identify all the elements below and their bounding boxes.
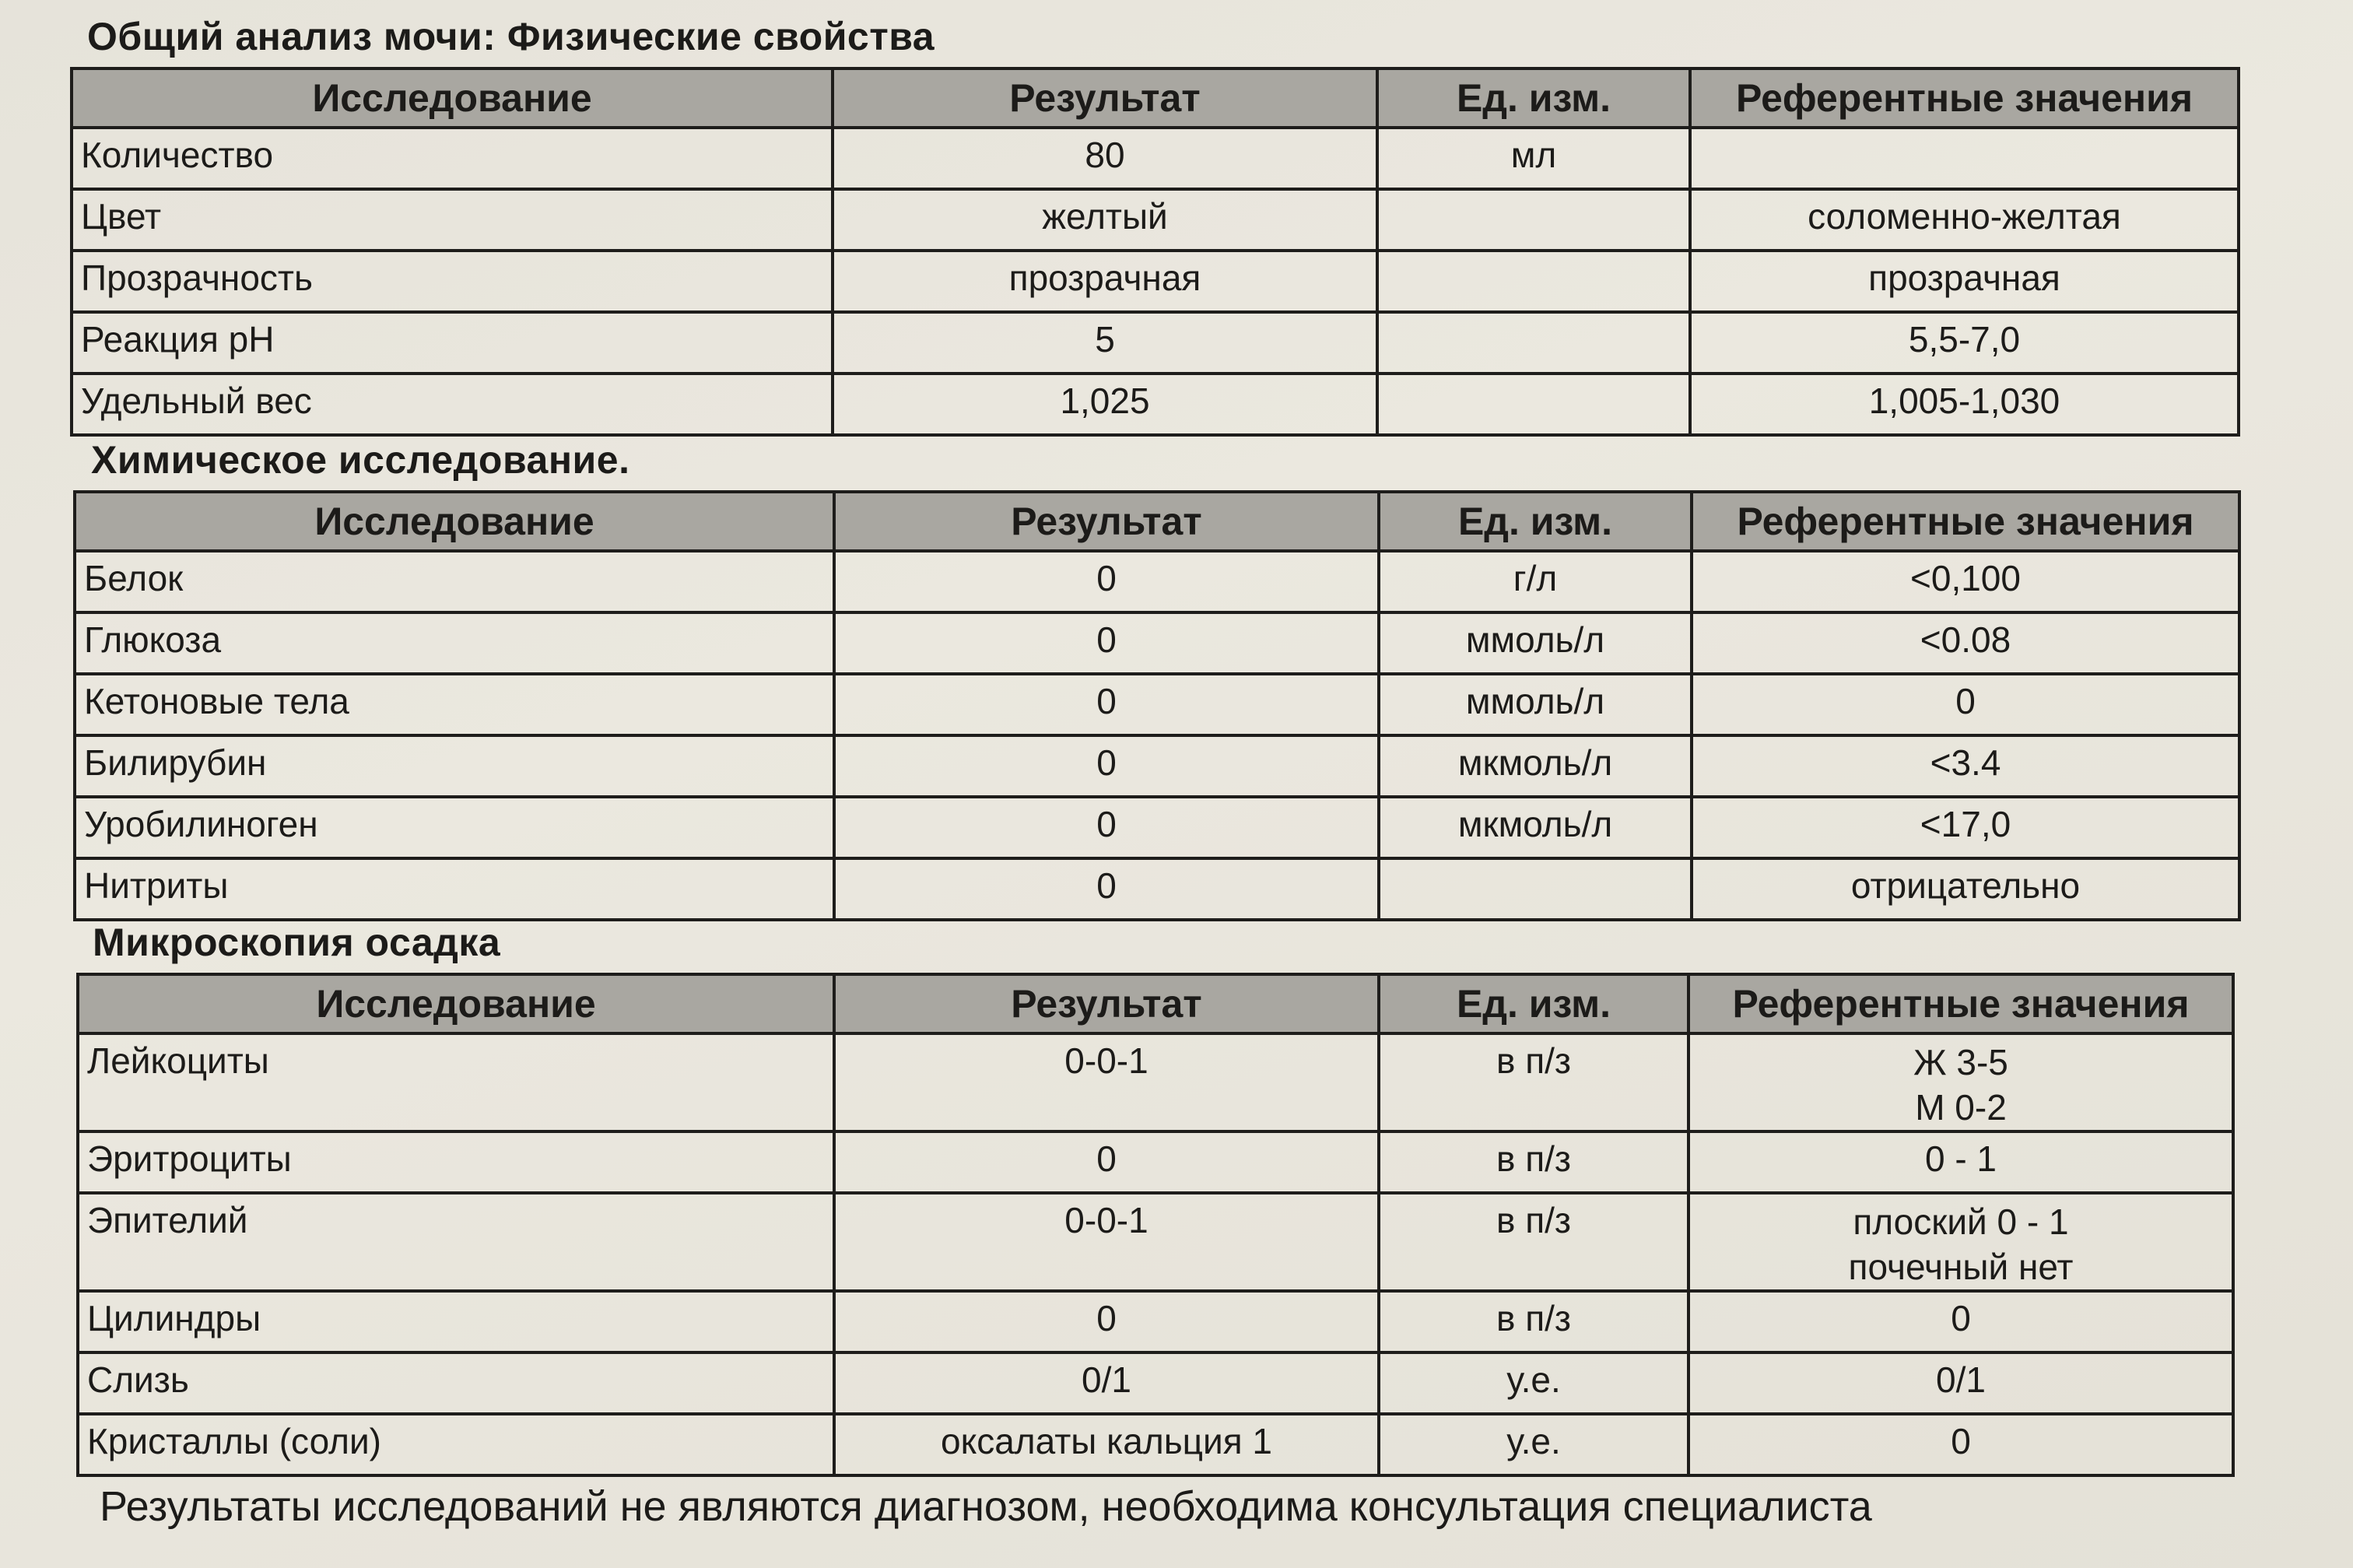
- row-unit: ммоль/л: [1379, 612, 1692, 674]
- chemical-section-title: Химическое исследование.: [91, 438, 630, 482]
- disclaimer-note: Результаты исследований не являются диагнозом, необходима консультация специалиста: [100, 1483, 1872, 1530]
- physical-properties-table: [70, 67, 2240, 437]
- row-reference: <0,100: [1692, 551, 2239, 612]
- table-row: [75, 858, 2239, 920]
- row-name: Нитриты: [75, 858, 834, 920]
- row-result: 0: [834, 674, 1379, 735]
- row-result: 5: [833, 312, 1377, 374]
- header-study: Исследование: [78, 974, 834, 1033]
- header-unit: Ед. изм.: [1377, 68, 1690, 128]
- row-result: оксалаты кальция 1: [834, 1414, 1379, 1475]
- row-name: Билирубин: [75, 735, 834, 797]
- table-row: [72, 189, 2239, 251]
- table-row: [72, 312, 2239, 374]
- row-unit: ммоль/л: [1379, 674, 1692, 735]
- row-result: 0: [834, 858, 1379, 920]
- row-reference: [1688, 1033, 2233, 1131]
- header-study: Исследование: [72, 68, 833, 128]
- row-unit: в п/з: [1379, 1131, 1688, 1193]
- row-reference: <0.08: [1692, 612, 2239, 674]
- row-unit: в п/з: [1379, 1193, 1688, 1291]
- row-reference: <3.4: [1692, 735, 2239, 797]
- row-reference: прозрачная: [1690, 251, 2239, 312]
- row-result: 0/1: [834, 1352, 1379, 1414]
- header-reference: Референтные значения: [1690, 68, 2239, 128]
- row-name: Глюкоза: [75, 612, 834, 674]
- table-row: [75, 735, 2239, 797]
- row-unit: [1377, 374, 1690, 435]
- row-result: 0: [834, 797, 1379, 858]
- row-unit: мкмоль/л: [1379, 735, 1692, 797]
- row-name: Эпителий: [78, 1193, 834, 1291]
- table-row: [75, 551, 2239, 612]
- table-header-row: [72, 68, 2239, 128]
- row-result: прозрачная: [833, 251, 1377, 312]
- table-row: [75, 797, 2239, 858]
- table-row: [78, 1291, 2233, 1352]
- row-reference: отрицательно: [1692, 858, 2239, 920]
- row-reference: 0: [1688, 1291, 2233, 1352]
- row-unit: в п/з: [1379, 1033, 1688, 1131]
- row-unit: [1379, 858, 1692, 920]
- header-reference: Референтные значения: [1692, 492, 2239, 551]
- row-result: 0: [834, 612, 1379, 674]
- table-row: [78, 1414, 2233, 1475]
- row-reference: 0 - 1: [1688, 1131, 2233, 1193]
- row-result: 0-0-1: [834, 1193, 1379, 1291]
- row-reference: <17,0: [1692, 797, 2239, 858]
- row-name: Лейкоциты: [78, 1033, 834, 1131]
- table-row: [78, 1131, 2233, 1193]
- row-reference: 0: [1692, 674, 2239, 735]
- row-name: Удельный вес: [72, 374, 833, 435]
- table-header-row: [78, 974, 2233, 1033]
- row-name: Количество: [72, 128, 833, 189]
- row-result: 0: [834, 1291, 1379, 1352]
- row-unit: [1377, 189, 1690, 251]
- microscopy-section-title: Микроскопия осадка: [93, 921, 501, 964]
- row-name: Цвет: [72, 189, 833, 251]
- header-result: Результат: [834, 492, 1379, 551]
- row-unit: мкмоль/л: [1379, 797, 1692, 858]
- table-row: [75, 674, 2239, 735]
- row-result: желтый: [833, 189, 1377, 251]
- row-unit: [1377, 312, 1690, 374]
- row-result: 0: [834, 551, 1379, 612]
- reference-line: почечный нет: [1848, 1247, 2074, 1287]
- row-name: Реакция рН: [72, 312, 833, 374]
- row-name: Слизь: [78, 1352, 834, 1414]
- table-row: [78, 1033, 2233, 1131]
- table-row: [78, 1352, 2233, 1414]
- table-row: [78, 1193, 2233, 1291]
- chemical-table: [73, 490, 2241, 921]
- row-reference: соломенно-желтая: [1690, 189, 2239, 251]
- table-row: [72, 251, 2239, 312]
- row-result: 80: [833, 128, 1377, 189]
- row-unit: мл: [1377, 128, 1690, 189]
- header-reference: Референтные значения: [1688, 974, 2233, 1033]
- row-reference: [1690, 128, 2239, 189]
- header-result: Результат: [834, 974, 1379, 1033]
- row-name: Кетоновые тела: [75, 674, 834, 735]
- row-name: Уробилиноген: [75, 797, 834, 858]
- microscopy-table: [76, 973, 2235, 1477]
- row-reference: 0: [1688, 1414, 2233, 1475]
- header-unit: Ед. изм.: [1379, 492, 1692, 551]
- row-reference: 5,5-7,0: [1690, 312, 2239, 374]
- header-unit: Ед. изм.: [1379, 974, 1688, 1033]
- row-unit: г/л: [1379, 551, 1692, 612]
- reference-line: Ж 3-5: [1913, 1042, 2008, 1082]
- row-reference: [1688, 1193, 2233, 1291]
- row-unit: в п/з: [1379, 1291, 1688, 1352]
- row-unit: у.е.: [1379, 1352, 1688, 1414]
- row-result: 0: [834, 735, 1379, 797]
- row-name: Белок: [75, 551, 834, 612]
- row-name: Прозрачность: [72, 251, 833, 312]
- row-result: 0-0-1: [834, 1033, 1379, 1131]
- physical-section-title: Общий анализ мочи: Физические свойства: [87, 15, 935, 58]
- table-row: [75, 612, 2239, 674]
- row-reference: 0/1: [1688, 1352, 2233, 1414]
- reference-line: М 0-2: [1915, 1087, 2007, 1128]
- row-result: 1,025: [833, 374, 1377, 435]
- row-unit: у.е.: [1379, 1414, 1688, 1475]
- header-result: Результат: [833, 68, 1377, 128]
- row-result: 0: [834, 1131, 1379, 1193]
- table-row: [72, 374, 2239, 435]
- row-name: Цилиндры: [78, 1291, 834, 1352]
- table-row: [72, 128, 2239, 189]
- table-header-row: [75, 492, 2239, 551]
- row-reference: 1,005-1,030: [1690, 374, 2239, 435]
- row-name: Кристаллы (соли): [78, 1414, 834, 1475]
- reference-line: плоский 0 - 1: [1853, 1201, 2069, 1242]
- row-unit: [1377, 251, 1690, 312]
- header-study: Исследование: [75, 492, 834, 551]
- row-name: Эритроциты: [78, 1131, 834, 1193]
